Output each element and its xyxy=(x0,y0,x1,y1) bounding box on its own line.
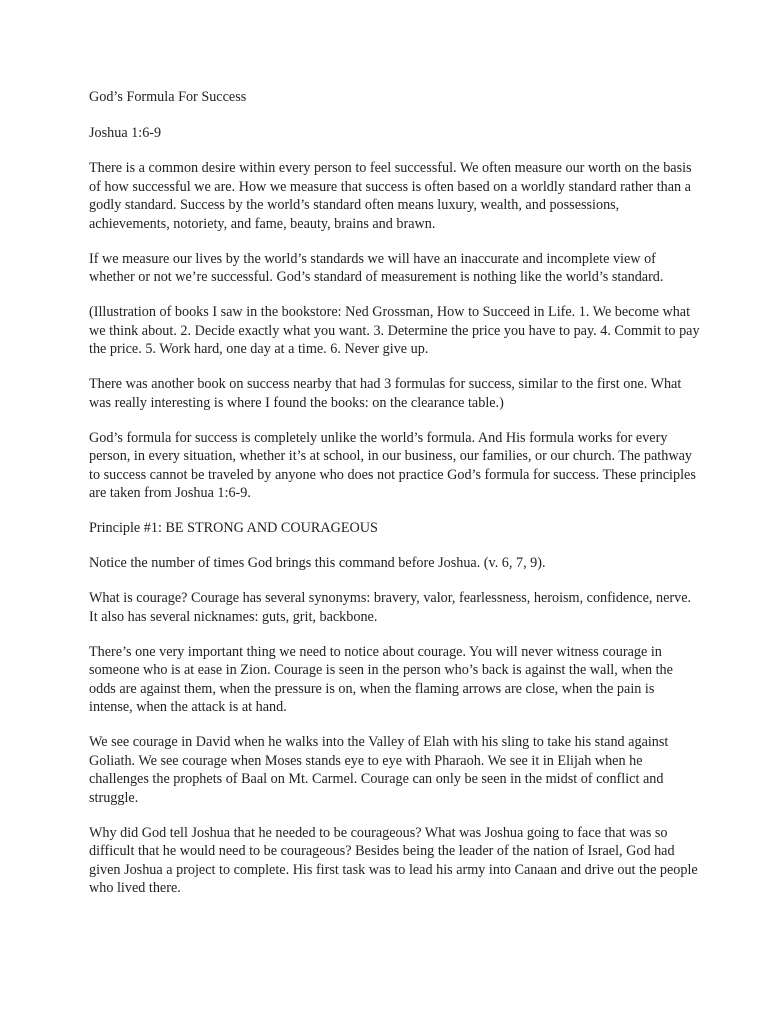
paragraph-intro: There is a common desire within every person to feel successful. We often measure our worth on the basis of how successful we are. How we measure that success is often based on a worldly standard rather than a godly standard. Success by the world’s standard often means luxury, wealth, and possessions, achievements, notoriety, and fame, beauty, brains and brawn. xyxy=(89,160,692,232)
document-page xyxy=(89,88,701,914)
paragraph-command-count: Notice the number of times God brings this command before Joshua. (v. 6, 7, 9). xyxy=(89,555,546,571)
paragraph-courage-examples: We see courage in David when he walks into the Valley of Elah with his sling to take his stand against Goliath. We see courage when Moses stands eye to eye with Pharaoh. We see it in Elijah when he challenges the prophets of Baal on Mt. Carmel. Courage can only be seen in the midst of conflict and struggle. xyxy=(89,734,669,806)
paragraph-why-courage: Why did God tell Joshua that he needed to be courageous? What was Joshua going to face that was so difficult that he would need to be courageous? Besides being the leader of the nation of Israel, God had given Joshua a project to complete. His first task was to lead his army into Canaan and drive out the people who lived there. xyxy=(89,824,698,896)
paragraph-world-standards: If we measure our lives by the world’s standards we will have an inaccurate and incomplete view of whether or not we’re successful. God’s standard of measurement is nothing like the world’s standard. xyxy=(89,250,664,285)
paragraph-gods-formula: God’s formula for success is completely unlike the world’s formula. And His formula works for every person, in every situation, whether it’s at school, in our business, our families, or our church. The pathway to success cannot be traveled by anyone who does not practice God’s formula for success. These principles are taken from Joshua 1:6-9. xyxy=(89,429,696,501)
scripture-reference: Joshua 1:6-9 xyxy=(89,124,162,141)
paragraph-what-is-courage: What is courage? Courage has several synonyms: bravery, valor, fearlessness, heroism, confidence, nerve. It also has several nicknames: guts, grit, backbone. xyxy=(89,590,692,625)
paragraph-courage-context: There’s one very important thing we need to notice about courage. You will never witness courage in someone who is at ease in Zion. Courage is seen in the person who’s back is against the wall, when the odds are against them, when the pressure is on, when the flaming arrows are close, when the pain is intense, when the attack is at hand. xyxy=(89,643,673,715)
paragraph-clearance-table: There was another book on success nearby that had 3 formulas for success, similar to the first one. What was really interesting is where I found the books: on the clearance table.) xyxy=(89,376,682,411)
principle-heading: Principle #1: BE STRONG AND COURAGEOUS xyxy=(89,520,378,536)
paragraph-illustration: (Illustration of books I saw in the bookstore: Ned Grossman, How to Succeed in Life. 1. We become what we think about. 2. Decide exactly what you want. 3. Determine the price you have to pay. 4. Commit to pay the price. 5. Work hard, one day at a time. 6. Never give up. xyxy=(89,304,700,357)
document-title: God’s Formula For Success xyxy=(89,89,247,105)
